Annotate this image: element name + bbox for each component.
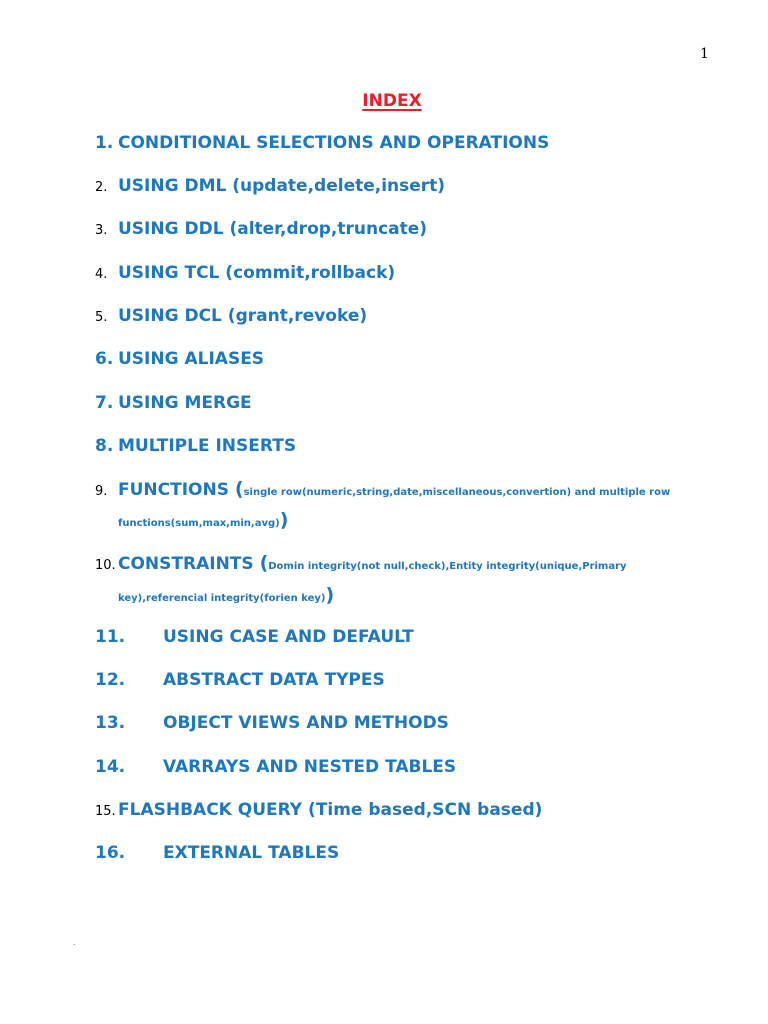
entry-number: 5. [95, 310, 108, 325]
entry-number: 4. [95, 267, 108, 282]
close-paren: ) [279, 509, 289, 531]
entry-text: USING MERGE [118, 393, 252, 413]
index-entry-3 [95, 219, 427, 241]
index-entry-8 [95, 436, 296, 456]
entry-number: 1. [95, 133, 114, 153]
index-title: INDEX [362, 91, 422, 111]
entry-text: USING CASE AND DEFAULT [163, 627, 414, 647]
entry-text: USING DDL (alter,drop,truncate) [118, 219, 428, 239]
entry-text: CONDITIONAL SELECTIONS AND OPERATIONS [118, 133, 550, 153]
open-paren: ( [259, 552, 269, 574]
entry-number: 6. [95, 349, 114, 369]
entry-number: 14. [95, 757, 126, 777]
index-entry-10 [95, 553, 627, 577]
index-entry-9 [95, 479, 670, 503]
entry-text: OBJECT VIEWS AND METHODS [163, 713, 449, 733]
index-entry-11 [95, 627, 414, 647]
open-paren: ( [234, 478, 244, 500]
entry-number: 2. [95, 180, 108, 195]
entry-number: 7. [95, 393, 114, 413]
index-entry-1 [95, 133, 549, 153]
index-entry-12 [95, 670, 385, 690]
entry-text: CONSTRAINTS [118, 554, 254, 574]
entry-number: 15. [95, 804, 116, 819]
index-entry-2 [95, 176, 445, 198]
index-entry-10-continuation [118, 585, 334, 609]
index-entry-13 [95, 713, 449, 733]
entry-number: 11. [95, 627, 126, 647]
entry-detail: Domin integrity(not null,check),Entity integrity(unique,Primary [268, 561, 627, 572]
entry-text: VARRAYS AND NESTED TABLES [163, 757, 457, 777]
entry-number: 13. [95, 713, 126, 733]
index-entry-14 [95, 757, 456, 777]
entry-number: 8. [95, 436, 114, 456]
entry-number: 12. [95, 670, 126, 690]
entry-text: ABSTRACT DATA TYPES [163, 670, 385, 690]
entry-text: USING DML (update,delete,insert) [118, 176, 446, 196]
index-entry-6 [95, 349, 264, 369]
index-entry-16 [95, 843, 339, 863]
footer-mark: . [73, 938, 76, 947]
page-number: 1 [700, 46, 709, 62]
entry-text: FLASHBACK QUERY (Time based,SCN based) [118, 800, 543, 820]
entry-text: USING TCL (commit,rollback) [118, 263, 396, 283]
entry-detail: functions(sum,max,min,avg) [118, 518, 280, 529]
index-entry-4 [95, 263, 395, 285]
index-entry-15 [95, 800, 542, 822]
index-entry-9-continuation [118, 510, 288, 534]
entry-number: 9. [95, 484, 108, 499]
entry-text: USING ALIASES [118, 349, 265, 369]
entry-detail: key),referencial integrity(forien key) [118, 593, 326, 604]
entry-text: EXTERNAL TABLES [163, 843, 340, 863]
entry-number: 3. [95, 223, 108, 238]
entry-text: USING DCL (grant,revoke) [118, 306, 368, 326]
entry-detail: single row(numeric,string,date,miscellaneous,convertion) and multiple row [243, 487, 671, 498]
index-entry-7 [95, 393, 252, 413]
entry-number: 10. [95, 558, 116, 573]
close-paren: ) [325, 584, 335, 606]
entry-text: MULTIPLE INSERTS [118, 436, 297, 456]
entry-text: FUNCTIONS [118, 480, 229, 500]
index-entry-5 [95, 306, 367, 328]
entry-number: 16. [95, 843, 126, 863]
